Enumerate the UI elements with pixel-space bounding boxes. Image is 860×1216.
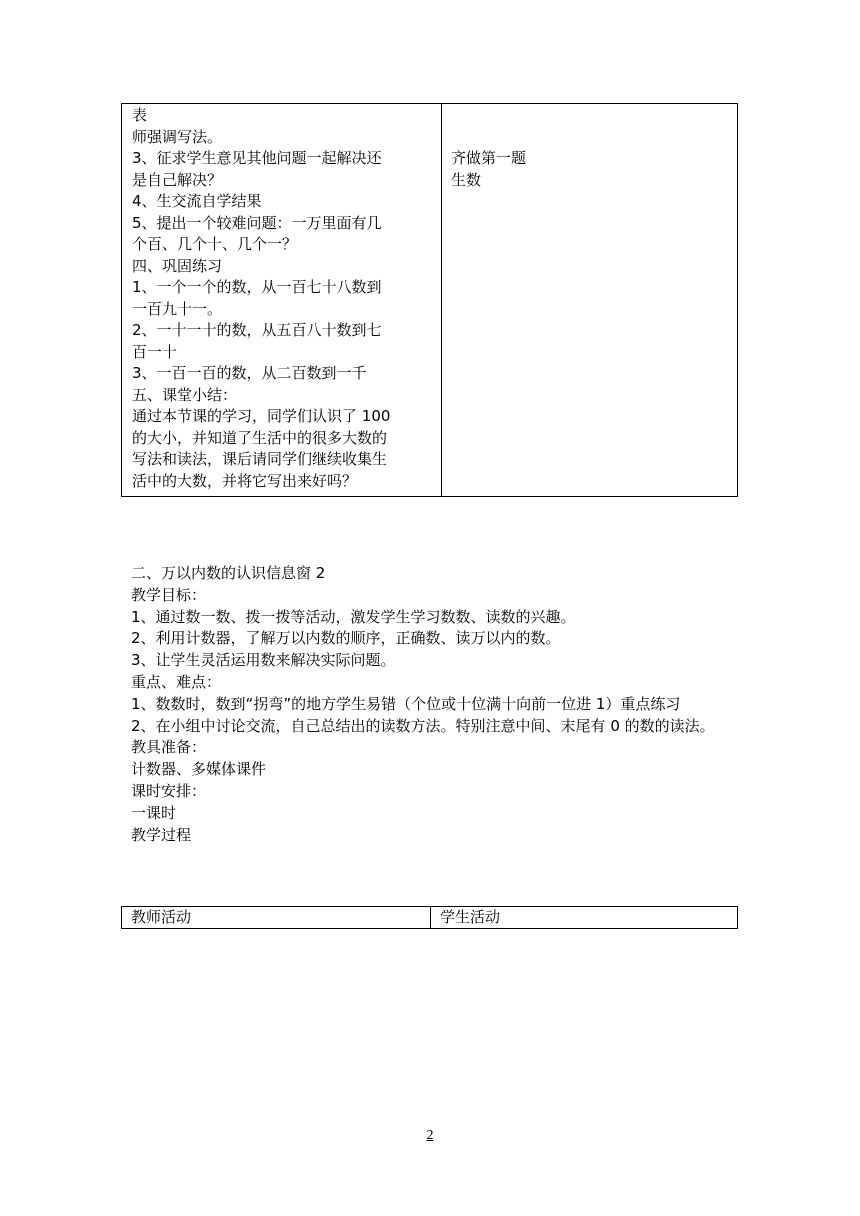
page-number: 2 [426,1128,434,1143]
section-title: 二、万以内数的认识信息窗 2 [131,564,326,582]
text-line: 表 [132,106,148,124]
schedule-heading: 课时安排： [131,781,207,800]
goal-item: 2、利用计数器，了解万以内数的顺序，正确数、读万以内的数。 [131,629,561,648]
text-line: 写法和读法，课后请同学们继续收集生 [132,450,388,468]
text-line: 四、巩固练习 [132,256,223,275]
teacher-activity-cell [122,104,442,497]
text-line: 3、一百一百的数，从二百数到一千 [132,364,367,382]
lesson-plan-section [131,563,741,846]
text-line: 齐做第一题 [451,149,527,167]
tools-text: 计数器、多媒体课件 [131,760,267,779]
text-line: 1、一个一个的数，从一百七十八数到 [132,278,382,296]
key-point-item: 1、数数时，数到“拐弯”的地方学生易错（个位或十位满十向前一位进 1）重点练习 [131,694,681,713]
goal-item: 3、让学生灵活运用数来解决实际问题。 [131,651,396,670]
text-line: 是自己解决？ [132,170,223,189]
teacher-activity-header: 教师活动 [122,907,431,929]
text-line: 2、一十一十的数，从五百八十数到七 [132,321,382,339]
text-line: 4、生交流自学结果 [132,192,262,210]
text-line: 五、课堂小结： [132,385,238,404]
schedule-text: 一课时 [131,803,177,822]
text-line: 的大小，并知道了生活中的很多大数的 [132,428,388,447]
activity-table-header [121,906,738,929]
text-line: 5、提出一个较难问题：一万里面有几 [132,213,382,232]
table-row [122,907,738,929]
process-heading: 教学过程 [131,825,192,844]
text-line: 一百九十一。 [132,299,223,318]
table-row [122,104,738,497]
text-line: 活中的大数，并将它写出来好吗？ [132,471,358,490]
tools-heading: 教具准备： [131,738,207,757]
text-line: 3、征求学生意见其他问题一起解决还 [132,149,382,167]
goals-heading: 教学目标： [131,585,207,604]
text-line: 通过本节课的学习，同学们认识了 100 [132,407,391,425]
student-activity-header: 学生活动 [431,907,738,929]
key-point-item: 2、在小组中讨论交流，自己总结出的读数方法。特别注意中间、末尾有 0 的数的读法。 [131,716,715,735]
lesson-table-continued [121,103,738,497]
goal-item: 1、通过数一数、拨一拨等活动，激发学生学习数数、读数的兴趣。 [131,607,576,626]
text-line: 个百、几个十、几个一？ [132,235,298,253]
text-line: 师强调写法。 [132,127,223,146]
student-activity-cell [442,104,738,497]
text-line: 百一十 [132,342,178,361]
key-points-heading: 重点、难点： [131,672,222,691]
text-line: 生数 [451,170,482,189]
